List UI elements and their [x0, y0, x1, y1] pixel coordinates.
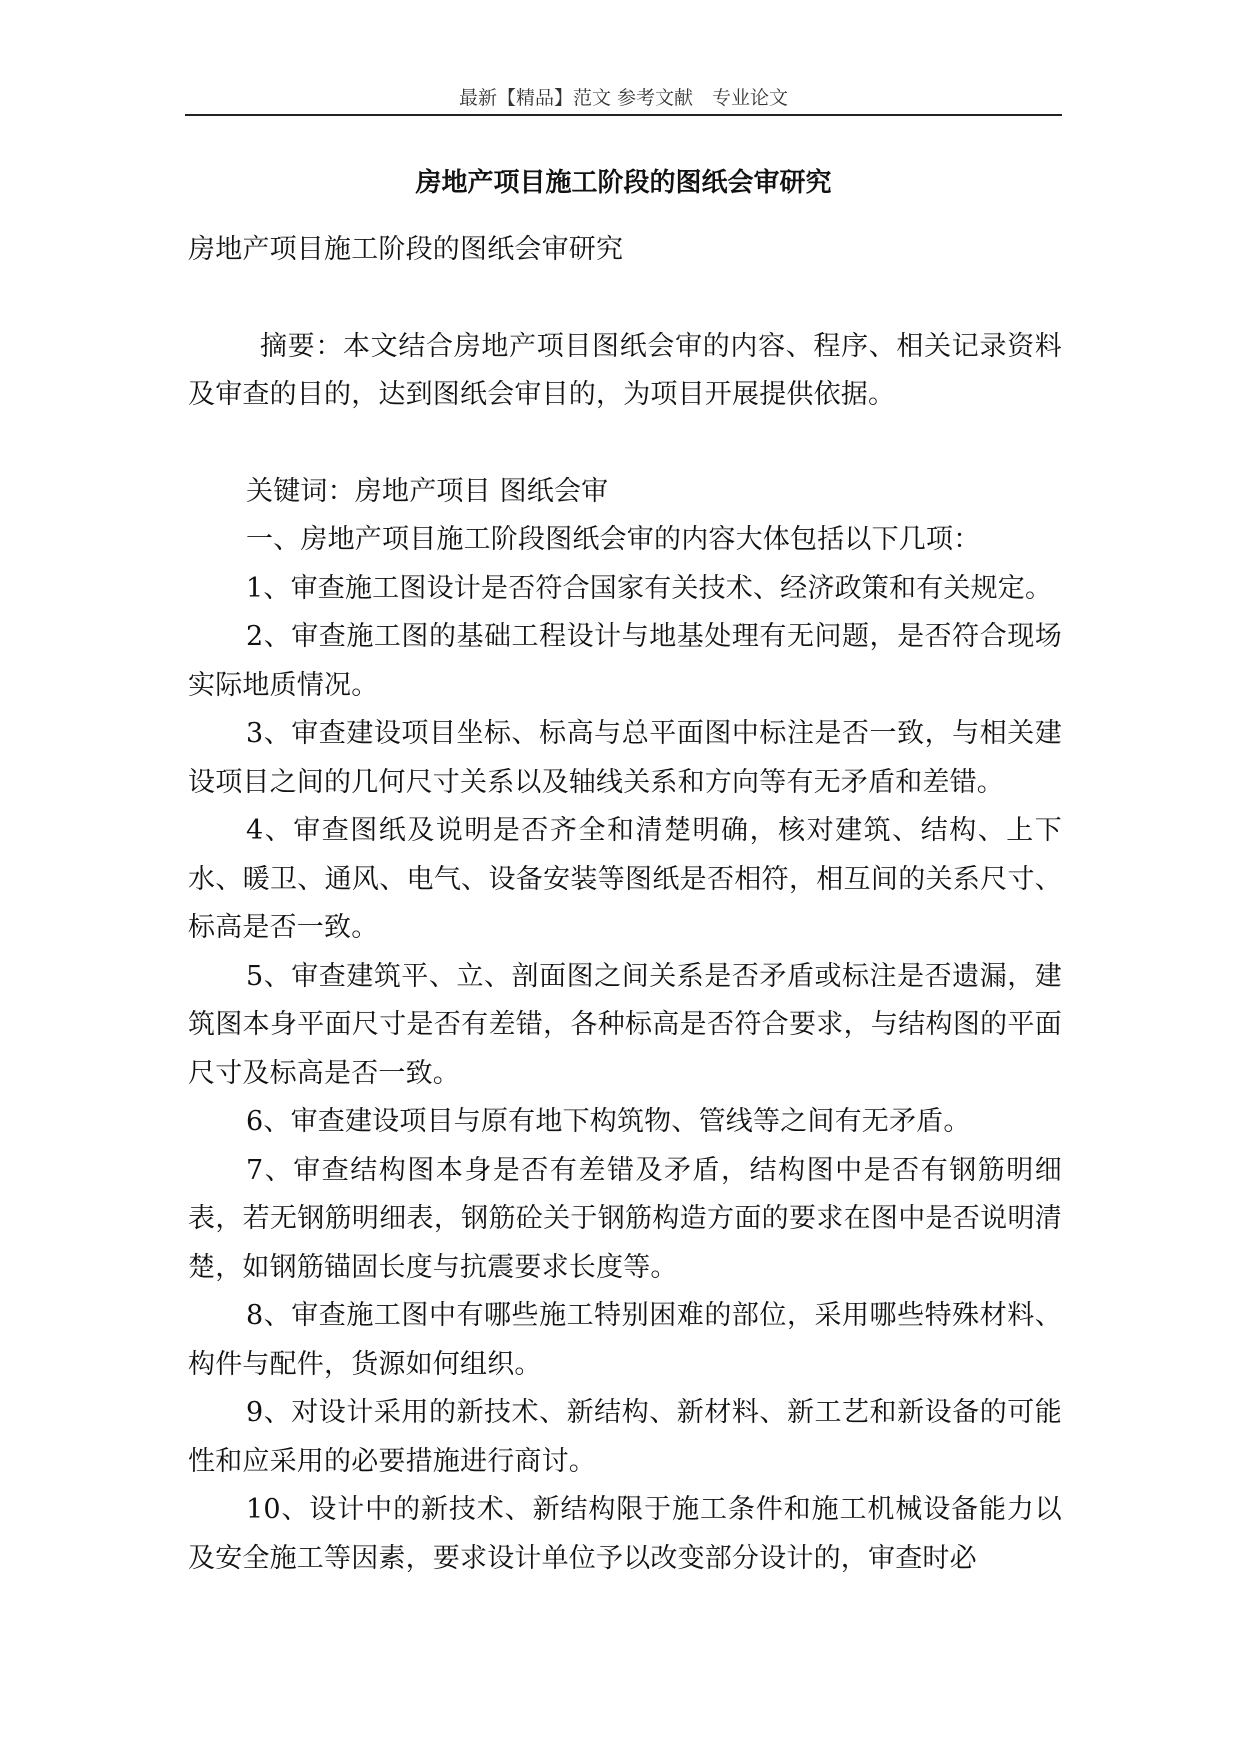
header-divider — [185, 114, 1062, 116]
list-item: 6、审查建设项目与原有地下构筑物、管线等之间有无矛盾。 — [246, 1106, 971, 1137]
list-item: 4、审查图纸及说明是否齐全和清楚明确，核对建筑、结构、上下水、暖卫、通风、电气、设备安装等图纸是否相符，相互间的关系尺寸、标高是否一致。 — [188, 815, 1062, 943]
abstract-paragraph: 摘要：本文结合房地产项目图纸会审的内容、程序、相关记录资料及审查的目的，达到图纸会审目的，为项目开展提供依据。 — [188, 330, 1062, 410]
page-header: 最新【精品】范文 参考文献 专业论文 — [458, 87, 789, 109]
list-item: 2、审查施工图的基础工程设计与地基处理有无问题，是否符合现场实际地质情况。 — [188, 621, 1062, 701]
document-title: 房地产项目施工阶段的图纸会审研究 — [415, 168, 832, 198]
document-subtitle: 房地产项目施工阶段的图纸会审研究 — [188, 234, 624, 265]
list-item: 3、审查建设项目坐标、标高与总平面图中标注是否一致，与相关建设项目之间的几何尺寸关系以及轴线关系和方向等有无矛盾和差错。 — [188, 718, 1062, 798]
list-item: 7、审查结构图本身是否有差错及矛盾，结构图中是否有钢筋明细表，若无钢筋明细表，钢筋砼关于钢筋构造方面的要求在图中是否说明清楚，如钢筋锚固长度与抗震要求长度等。 — [188, 1154, 1062, 1283]
list-item: 5、审查建筑平、立、剖面图之间关系是否矛盾或标注是否遗漏，建筑图本身平面尺寸是否有差错，各种标高是否符合要求，与结构图的平面尺寸及标高是否一致。 — [188, 960, 1062, 1089]
section-heading: 一、房地产项目施工阶段图纸会审的内容大体包括以下几项： — [246, 524, 981, 555]
list-item: 1、审查施工图设计是否符合国家有关技术、经济政策和有关规定。 — [246, 572, 1053, 604]
list-item: 8、审查施工图中有哪些施工特别困难的部位，采用哪些特殊材料、构件与配件，货源如何组织。 — [188, 1300, 1062, 1380]
document-body — [188, 226, 1062, 1583]
list-item: 10、设计中的新技术、新结构限于施工条件和施工机械设备能力以及安全施工等因素，要求设计单位予以改变部分设计的，审查时必 — [188, 1494, 1062, 1574]
keywords-line: 关键词：房地产项目 图纸会审 — [246, 475, 609, 507]
list-item: 9、对设计采用的新技术、新结构、新材料、新工艺和新设备的可能性和应采用的必要措施进行商讨。 — [188, 1397, 1062, 1477]
